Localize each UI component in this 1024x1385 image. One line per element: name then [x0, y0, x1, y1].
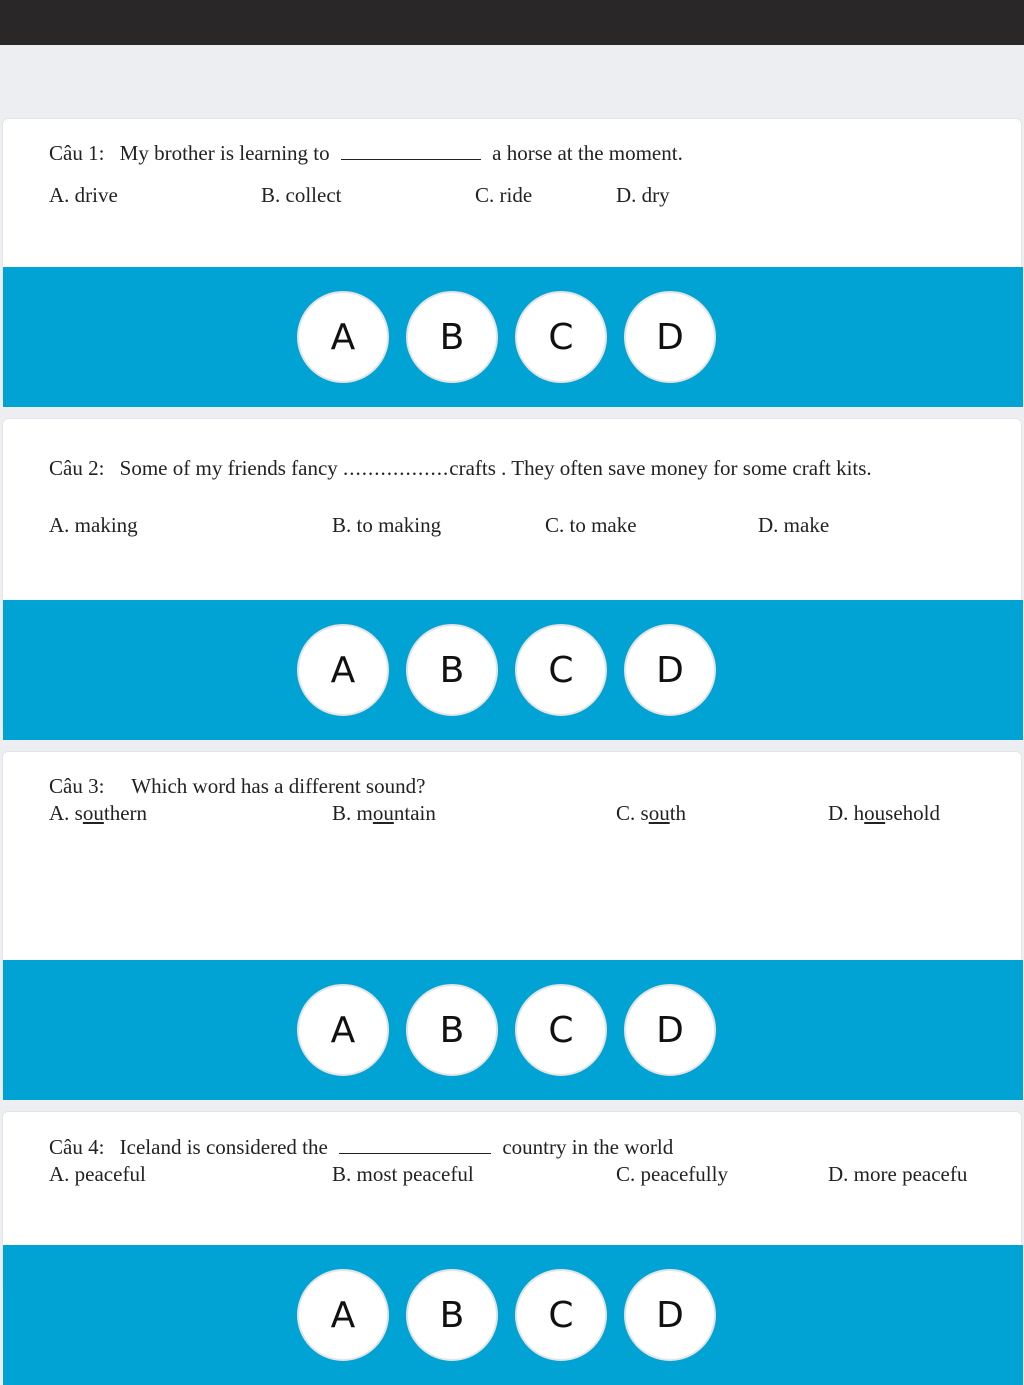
answer-button-a[interactable]: A: [297, 624, 389, 716]
answer-button-c[interactable]: C: [515, 291, 607, 383]
question-stem-before: Iceland is considered the: [119, 1135, 328, 1159]
answer-button-d[interactable]: D: [624, 984, 716, 1076]
question-card-1: [2, 118, 1022, 405]
question-stem-before: Some of my friends fancy: [119, 456, 338, 480]
option-d: D. household: [828, 801, 940, 825]
question-stem-after: country in the world: [502, 1135, 674, 1159]
question-stem-after: a horse at the moment.: [492, 141, 683, 165]
option-a: A. drive: [49, 183, 118, 207]
option-c: C. to make: [545, 513, 637, 537]
answer-blank: .................: [343, 456, 450, 480]
question-number: Câu 2:: [49, 456, 105, 480]
question-text: [49, 140, 683, 166]
option-b: B. most peaceful: [332, 1162, 474, 1186]
answer-button-a[interactable]: A: [297, 291, 389, 383]
top-status-bar: [0, 0, 1024, 45]
question-card-4: [2, 1111, 1022, 1336]
answer-bar: [3, 960, 1023, 1100]
option-c: C. ride: [475, 183, 533, 207]
option-a: A. southern: [49, 801, 148, 825]
option-a: A. making: [49, 513, 138, 537]
question-card-2: [2, 418, 1022, 738]
answer-button-d[interactable]: D: [624, 291, 716, 383]
answer-button-b[interactable]: B: [406, 291, 498, 383]
answer-button-b[interactable]: B: [406, 624, 498, 716]
answer-bar: [3, 600, 1023, 740]
question-number: Câu 4:: [49, 1135, 105, 1159]
question-text: [49, 773, 425, 799]
answer-button-c[interactable]: C: [515, 624, 607, 716]
option-d: D. make: [758, 513, 830, 537]
answer-button-c[interactable]: C: [515, 984, 607, 1076]
answer-blank: [339, 1136, 491, 1154]
answer-button-d[interactable]: D: [624, 624, 716, 716]
question-card-3: [2, 751, 1022, 1099]
question-text: [49, 1134, 673, 1160]
answer-button-a[interactable]: A: [297, 984, 389, 1076]
question-number: Câu 3:: [49, 774, 105, 798]
option-b: B. to making: [332, 513, 442, 537]
question-text: [49, 455, 979, 481]
option-c: C. south: [616, 801, 687, 825]
question-stem-after: crafts . They often save money for some craft kits.: [449, 456, 872, 480]
option-c: C. peacefully: [616, 1162, 728, 1186]
answer-button-b[interactable]: B: [406, 984, 498, 1076]
option-d: D. more peacefu: [828, 1162, 968, 1186]
answer-button-c[interactable]: C: [515, 1269, 607, 1361]
answer-button-a[interactable]: A: [297, 1269, 389, 1361]
answer-button-d[interactable]: D: [624, 1269, 716, 1361]
option-b: B. mountain: [332, 801, 436, 825]
option-a: A. peaceful: [49, 1162, 146, 1186]
answer-blank: [341, 142, 481, 160]
answer-bar: [3, 1245, 1023, 1385]
answer-button-b[interactable]: B: [406, 1269, 498, 1361]
question-number: Câu 1:: [49, 141, 105, 165]
answer-bar: [3, 267, 1023, 407]
option-b: B. collect: [261, 183, 342, 207]
question-stem: Which word has a different sound?: [131, 774, 426, 798]
option-d: D. dry: [616, 183, 670, 207]
question-stem-before: My brother is learning to: [119, 141, 330, 165]
